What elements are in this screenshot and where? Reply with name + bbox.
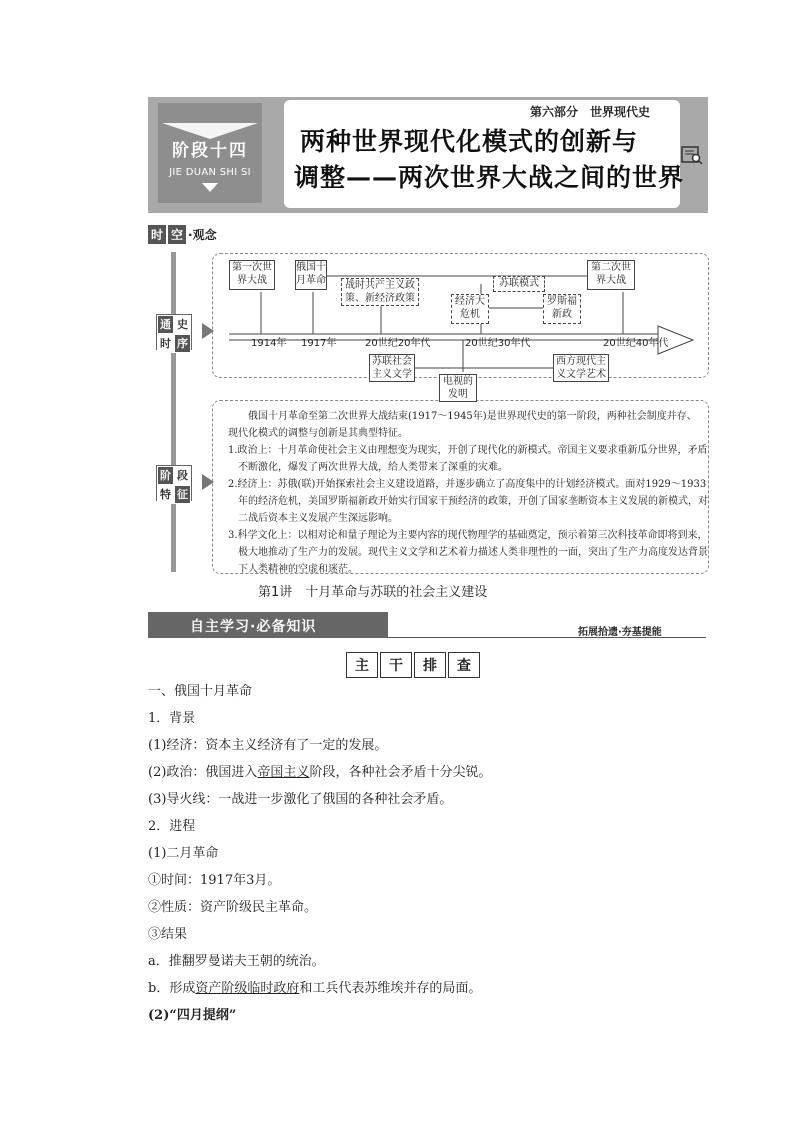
timeline-axis-label: 1914年 — [251, 338, 287, 349]
zhugan-heading: 主 干 排 查 — [346, 652, 480, 678]
timeline-event: 第二次世界大战 — [587, 260, 635, 290]
timeline-event: 罗斯福新政 — [543, 294, 581, 324]
timeline-event: 西方现代主义文学艺术 — [553, 354, 609, 382]
lecture-title: 第1讲 十月革命与苏联的社会主义建设 — [258, 585, 488, 600]
timeline-event: 战时共产主义政策、新经济政策 — [341, 278, 419, 306]
study-right-label: 拓展拾遗·夯基提能 — [578, 627, 662, 638]
text-line: (2)“四月提纲” — [148, 1008, 237, 1023]
characteristics-culture: 3.科学文化上：以相对论和量子理论为主要内容的现代物理学的基础奠定，预示着第三次科技革命即将到来，极大地推动了生产力的发展。现代主义文学和艺术着力描述人类非理性的一面，突出了生产力高度发达背景下人类精神的空虚和迷茫。 — [228, 530, 708, 575]
underlined-term: 资产阶级临时政府 — [195, 981, 300, 996]
text-line: a．推翻罗曼诺夫王朝的统治。 — [148, 954, 325, 969]
text-line: ②性质：资产阶级民主革命。 — [148, 900, 318, 915]
timeline-event: 苏联社会主义文学 — [369, 354, 415, 382]
timeline-event: 第一次世界大战 — [229, 260, 275, 290]
side-tag-characteristics: 阶 段 特 征 — [156, 465, 192, 501]
timeline-event: 俄国十月革命 — [295, 260, 327, 290]
timeline-axis-label: 20世纪20年代 — [365, 338, 431, 349]
text-line: ③结果 — [148, 927, 188, 942]
part-label: 第六部分 世界现代史 — [530, 105, 651, 119]
badge-label: 阶段十四 — [172, 141, 248, 161]
timeline-axis-label: 20世纪30年代 — [465, 338, 531, 349]
text-line: (2)政治：俄国进入帝国主义阶段，各种社会矛盾十分尖锐。 — [148, 765, 492, 780]
heading: 一、俄国十月革命 — [148, 684, 253, 699]
underlined-term: 帝国主义 — [257, 765, 310, 780]
book-icon — [681, 145, 703, 165]
characteristics-politics: 1.政治上：十月革命使社会主义由理想变为现实，开创了现代化的新模式。帝国主义要求重新瓜分世界，矛盾不断激化，爆发了两次世界大战，给人类带来了深重的灾难。 — [228, 445, 708, 473]
subheading: 1．背景 — [148, 711, 196, 726]
text-line: (1)二月革命 — [148, 846, 219, 861]
timeline-event: 苏联模式 — [493, 276, 545, 292]
timeline-axis-label: 1917年 — [301, 338, 337, 349]
timeline-diagram — [212, 253, 709, 400]
side-tag-chronology: 通 史 时 序 — [156, 314, 192, 350]
study-bar-text: 自主学习·必备知识 — [190, 619, 317, 635]
characteristics-economy: 2.经济上：苏俄(联)开始探索社会主义建设道路，并逐步确立了高度集中的计划经济模式。面对1929～1933年的经济危机，美国罗斯福新政开始实行国家干预经济的政策，开创了国家垄断资本主义发展的新模式，对二战后资本主义发展产生深远影响。 — [228, 479, 708, 524]
text-line: b．形成资产阶级临时政府和工兵代表苏维埃并存的局面。 — [148, 981, 482, 996]
text-line: (3)导火线：一战进一步激化了俄国的各种社会矛盾。 — [148, 792, 453, 807]
section-label: 时 空 ·观念 — [148, 224, 217, 244]
page-title-line1: 两种世界现代化模式的创新与 — [300, 127, 639, 156]
stage-badge — [158, 103, 262, 203]
characteristics-intro: 俄国十月革命至第二次世界大战结束(1917～1945年)是世界现代史的第一阶段，两种社会制度并存、现代化模式的调整与创新是其典型特征。 — [228, 411, 697, 439]
page-title-line2: 调整——两次世界大战之间的世界 — [294, 163, 685, 192]
timeline-event: 经济大危机 — [451, 294, 489, 324]
timeline-axis-label: 20世纪40年代 — [603, 338, 669, 349]
badge-pinyin: JIE DUAN SHI SI — [169, 167, 251, 178]
text-line: ①时间：1917年3月。 — [148, 873, 281, 888]
text-line: (1)经济：资本主义经济有了一定的发展。 — [148, 738, 388, 753]
timeline-event: 电视的发明 — [439, 374, 477, 402]
left-vertical-bar — [171, 252, 176, 572]
subheading: 2．进程 — [148, 819, 196, 834]
